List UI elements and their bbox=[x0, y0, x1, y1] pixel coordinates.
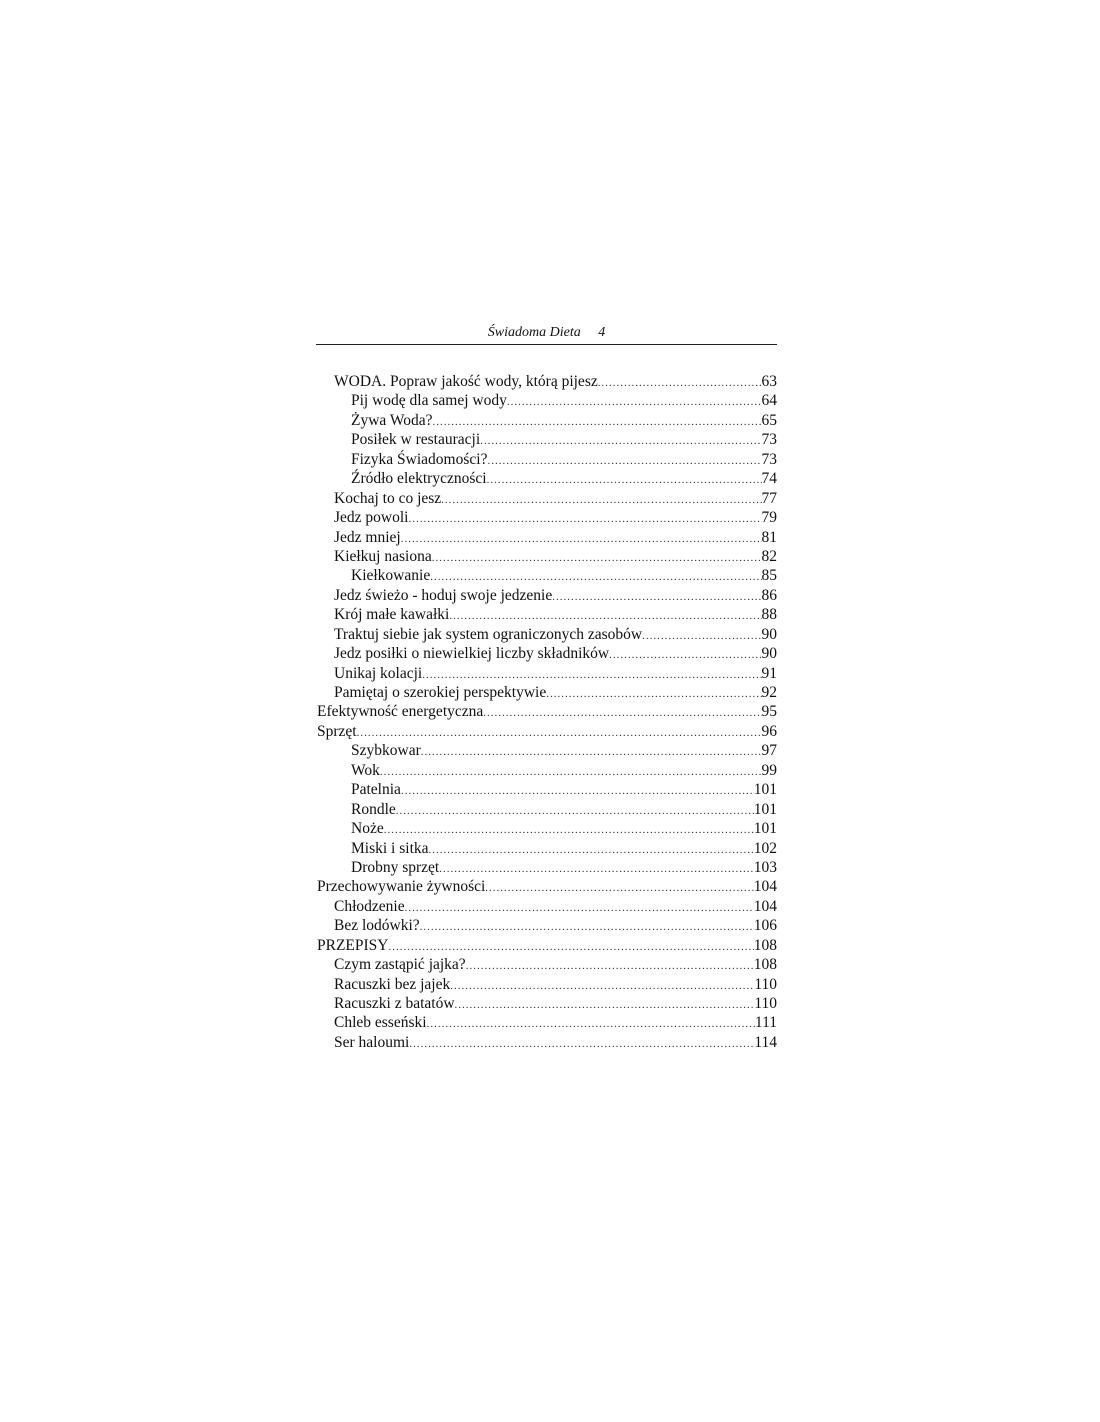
toc-entry-title: Racuszki z batatów bbox=[334, 995, 455, 1012]
toc-entry bbox=[316, 702, 777, 721]
toc-entry-title: Racuszki bez jajek bbox=[334, 975, 451, 993]
toc-entry-title: Kiełkuj nasiona bbox=[334, 547, 432, 565]
toc-entry bbox=[316, 683, 777, 702]
toc-entry-page: 103 bbox=[753, 858, 777, 876]
toc-entry bbox=[316, 975, 777, 994]
toc-entry-title: Rondle bbox=[351, 800, 396, 818]
toc-dot-leader bbox=[427, 1015, 755, 1034]
toc-dot-leader bbox=[439, 860, 754, 879]
toc-entry-title: Patelnia bbox=[351, 781, 401, 799]
toc-entry-page: 104 bbox=[753, 897, 777, 915]
toc-dot-leader bbox=[598, 374, 762, 393]
toc-entry bbox=[316, 489, 777, 508]
toc-entry-title: Unikaj kolacji bbox=[334, 664, 423, 682]
toc-entry-title: Chłodzenie bbox=[334, 897, 405, 915]
toc-entry-title: Pamiętaj o szerokiej perspektywie bbox=[334, 684, 547, 701]
toc-entry bbox=[316, 430, 777, 449]
toc-entry bbox=[316, 528, 777, 547]
toc-entry-title: Jedz powoli bbox=[334, 509, 409, 527]
toc-entry-title: Przechowywanie żywności bbox=[317, 878, 486, 896]
toc-entry-title: Kochaj to co jesz bbox=[334, 489, 442, 507]
toc-dot-leader bbox=[609, 646, 761, 665]
toc-entry-page: 90 bbox=[761, 625, 777, 643]
toc-entry-title: Kiełkowanie bbox=[351, 567, 431, 585]
toc-dot-leader bbox=[408, 510, 761, 529]
toc-entry bbox=[316, 508, 777, 527]
toc-entry-page: 111 bbox=[754, 1014, 777, 1032]
toc-entry-page: 64 bbox=[761, 392, 777, 410]
running-header bbox=[316, 322, 777, 345]
toc-dot-leader bbox=[487, 452, 761, 471]
toc-dot-leader bbox=[487, 471, 762, 490]
toc-entry-page: 97 bbox=[761, 742, 777, 760]
toc-dot-leader bbox=[380, 763, 762, 782]
toc-dot-leader bbox=[642, 627, 761, 646]
toc-entry-page: 79 bbox=[761, 509, 777, 527]
toc-entry-title: Krój małe kawałki bbox=[334, 606, 450, 624]
toc-entry-page: 102 bbox=[753, 839, 777, 857]
toc-dot-leader bbox=[409, 1035, 754, 1054]
toc-entry-page: 85 bbox=[761, 567, 777, 585]
toc-entry-title: Wok bbox=[351, 761, 380, 779]
toc-entry bbox=[316, 411, 777, 430]
toc-dot-leader bbox=[432, 549, 762, 568]
toc-entry bbox=[316, 780, 777, 799]
toc-dot-leader bbox=[507, 393, 762, 412]
toc-dot-leader bbox=[401, 530, 762, 549]
toc-entry-page: 101 bbox=[753, 800, 777, 818]
toc-entry bbox=[316, 916, 777, 935]
toc-entry-page: 110 bbox=[754, 995, 777, 1012]
toc-entry-title: WODA. Popraw jakość wody, którą pijesz bbox=[334, 373, 598, 390]
toc-entry-title: Jedz świeżo - hoduj swoje jedzenie bbox=[334, 586, 553, 604]
toc-dot-leader bbox=[455, 996, 755, 1015]
toc-entry bbox=[316, 372, 777, 391]
toc-entry-page: 90 bbox=[761, 645, 777, 663]
toc-entry-title: Sprzęt bbox=[317, 722, 357, 740]
toc-dot-leader bbox=[421, 743, 762, 762]
toc-entry-page: 110 bbox=[754, 975, 777, 993]
toc-entry-title: Jedz mniej bbox=[334, 528, 401, 546]
table-of-contents bbox=[316, 372, 777, 1052]
toc-entry bbox=[316, 605, 777, 624]
toc-entry-title: Bez lodówki? bbox=[334, 917, 420, 935]
toc-entry-page: 96 bbox=[761, 722, 777, 740]
toc-entry bbox=[316, 625, 777, 644]
toc-entry-page: 114 bbox=[754, 1033, 777, 1051]
toc-entry-page: 73 bbox=[761, 431, 777, 449]
toc-entry-page: 95 bbox=[761, 703, 777, 721]
toc-entry-page: 108 bbox=[753, 956, 777, 974]
toc-entry-page: 99 bbox=[761, 761, 777, 779]
toc-entry bbox=[316, 800, 777, 819]
toc-entry-page: 92 bbox=[761, 684, 777, 701]
toc-dot-leader bbox=[480, 432, 761, 451]
toc-entry bbox=[316, 955, 777, 974]
toc-entry-page: 77 bbox=[761, 489, 777, 507]
toc-dot-leader bbox=[441, 491, 761, 510]
toc-entry-page: 106 bbox=[753, 917, 777, 935]
toc-entry-title: Szybkowar bbox=[351, 742, 421, 760]
toc-entry-title: Efektywność energetyczna bbox=[317, 703, 484, 721]
toc-entry-page: 81 bbox=[761, 528, 777, 546]
toc-entry bbox=[316, 469, 777, 488]
toc-entry-title: Fizyka Świadomości? bbox=[351, 450, 488, 468]
toc-entry bbox=[316, 547, 777, 566]
toc-entry bbox=[316, 897, 777, 916]
toc-entry-page: 63 bbox=[761, 373, 777, 390]
toc-entry-title: Miski i sitka bbox=[351, 839, 429, 857]
toc-entry-page: 88 bbox=[761, 606, 777, 624]
toc-entry bbox=[316, 1033, 777, 1052]
toc-entry bbox=[316, 839, 777, 858]
toc-entry bbox=[316, 391, 777, 410]
toc-dot-leader bbox=[546, 685, 761, 704]
toc-dot-leader bbox=[466, 957, 754, 976]
toc-dot-leader bbox=[420, 918, 754, 937]
toc-entry bbox=[316, 819, 777, 838]
toc-entry-page: 86 bbox=[761, 586, 777, 604]
toc-entry-page: 101 bbox=[753, 781, 777, 799]
toc-entry bbox=[316, 741, 777, 760]
toc-entry-page: 73 bbox=[761, 450, 777, 468]
toc-entry-page: 74 bbox=[761, 470, 777, 488]
toc-dot-leader bbox=[552, 588, 761, 607]
toc-dot-leader bbox=[401, 782, 754, 801]
toc-entry-title: Traktuj siebie jak system ograniczonych zasobów bbox=[334, 625, 643, 643]
toc-entry bbox=[316, 877, 777, 896]
toc-dot-leader bbox=[429, 841, 754, 860]
toc-entry-title: Drobny sprzęt bbox=[351, 858, 440, 876]
toc-entry bbox=[316, 936, 777, 955]
toc-dot-leader bbox=[405, 899, 754, 918]
toc-entry bbox=[316, 450, 777, 469]
toc-entry-page: 108 bbox=[753, 936, 777, 954]
toc-entry bbox=[316, 1013, 777, 1032]
toc-entry bbox=[316, 644, 777, 663]
toc-entry bbox=[316, 586, 777, 605]
toc-entry-page: 104 bbox=[753, 878, 777, 896]
toc-dot-leader bbox=[450, 977, 754, 996]
running-header-title: Świadoma Dieta bbox=[487, 325, 581, 340]
toc-entry-page: 65 bbox=[761, 411, 777, 429]
toc-entry bbox=[316, 761, 777, 780]
toc-dot-leader bbox=[485, 879, 753, 898]
toc-entry-title: Chleb esseński bbox=[334, 1014, 427, 1032]
toc-dot-leader bbox=[483, 704, 761, 723]
toc-entry-title: Żywa Woda? bbox=[351, 411, 433, 429]
toc-entry bbox=[316, 566, 777, 585]
toc-entry-title: Jedz posiłki o niewielkiej liczby składników bbox=[334, 645, 610, 663]
toc-entry-page: 91 bbox=[761, 664, 777, 682]
toc-entry bbox=[316, 722, 777, 741]
toc-entry bbox=[316, 994, 777, 1013]
running-header-page-number: 4 bbox=[598, 325, 606, 340]
toc-entry-title: Pij wodę dla samej wody bbox=[351, 392, 507, 410]
toc-dot-leader bbox=[396, 802, 754, 821]
toc-entry bbox=[316, 858, 777, 877]
toc-dot-leader bbox=[433, 413, 762, 432]
toc-entry-title: PRZEPISY bbox=[317, 936, 389, 954]
toc-entry-title: Czym zastąpić jajka? bbox=[334, 956, 466, 974]
toc-entry bbox=[316, 664, 777, 683]
toc-entry-title: Noże bbox=[351, 820, 384, 838]
toc-dot-leader bbox=[384, 821, 754, 840]
toc-entry-title: Źródło elektryczności bbox=[351, 470, 487, 488]
toc-entry-page: 101 bbox=[753, 820, 777, 838]
toc-entry-title: Ser haloumi bbox=[334, 1033, 410, 1051]
toc-entry-page: 82 bbox=[761, 547, 777, 565]
toc-entry-title: Posiłek w restauracji bbox=[351, 431, 481, 449]
